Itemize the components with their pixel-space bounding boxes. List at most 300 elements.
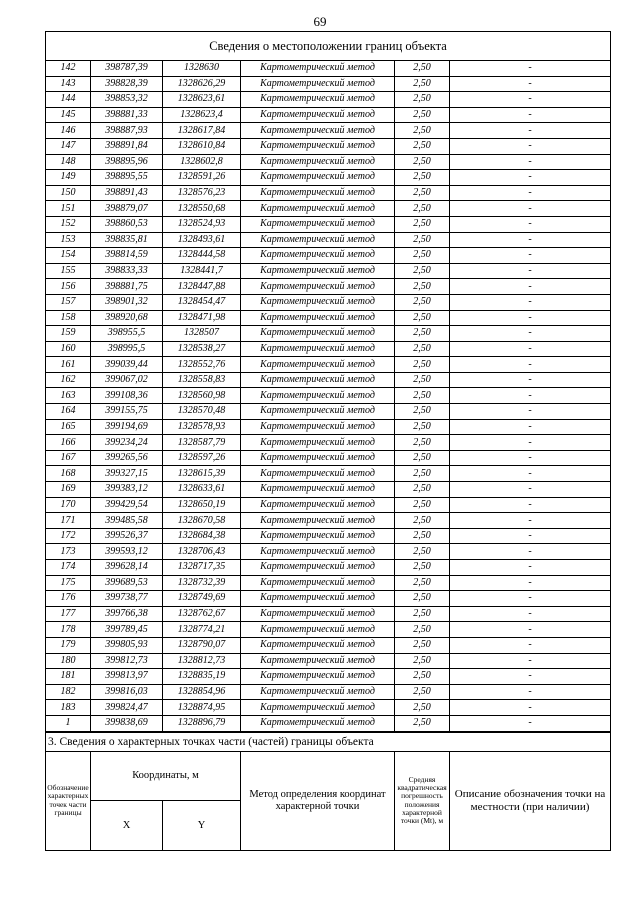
method-cell: Картометрический метод bbox=[241, 294, 395, 310]
point-number-cell: 163 bbox=[46, 388, 91, 404]
method-cell: Картометрический метод bbox=[241, 123, 395, 139]
method-cell: Картометрический метод bbox=[241, 357, 395, 373]
method-cell: Картометрический метод bbox=[241, 715, 395, 731]
coord-y-cell: 1328524,93 bbox=[163, 216, 241, 232]
coord-x-cell: 399766,38 bbox=[91, 606, 163, 622]
coord-y-cell: 1328447,88 bbox=[163, 279, 241, 295]
section3-title: 3. Сведения о характерных точках части (частей) границы объекта bbox=[46, 732, 611, 751]
description-cell: - bbox=[450, 637, 611, 653]
coord-x-cell: 399155,75 bbox=[91, 404, 163, 420]
table-row bbox=[46, 123, 611, 139]
point-number-cell: 151 bbox=[46, 201, 91, 217]
coord-x-cell: 398901,32 bbox=[91, 294, 163, 310]
coord-x-cell: 399485,58 bbox=[91, 513, 163, 529]
description-cell: - bbox=[450, 575, 611, 591]
coord-x-cell: 399526,37 bbox=[91, 528, 163, 544]
coord-y-cell: 1328454,47 bbox=[163, 294, 241, 310]
coord-y-cell: 1328812,73 bbox=[163, 653, 241, 669]
precision-cell: 2,50 bbox=[395, 435, 450, 451]
point-number-cell: 145 bbox=[46, 107, 91, 123]
point-number-cell: 169 bbox=[46, 482, 91, 498]
coord-x-cell: 399816,03 bbox=[91, 684, 163, 700]
coord-y-cell: 1328552,76 bbox=[163, 357, 241, 373]
precision-cell: 2,50 bbox=[395, 341, 450, 357]
description-cell: - bbox=[450, 107, 611, 123]
coord-y-cell: 1328617,84 bbox=[163, 123, 241, 139]
point-number-cell: 150 bbox=[46, 185, 91, 201]
description-cell: - bbox=[450, 61, 611, 77]
description-cell: - bbox=[450, 544, 611, 560]
table-row bbox=[46, 185, 611, 201]
coord-y-cell: 1328560,98 bbox=[163, 388, 241, 404]
table-row bbox=[46, 404, 611, 420]
precision-cell: 2,50 bbox=[395, 450, 450, 466]
coord-x-cell: 398881,75 bbox=[91, 279, 163, 295]
method-cell: Картометрический метод bbox=[241, 404, 395, 420]
method-cell: Картометрический метод bbox=[241, 201, 395, 217]
precision-cell: 2,50 bbox=[395, 326, 450, 342]
coord-y-cell: 1328835,19 bbox=[163, 669, 241, 685]
description-cell: - bbox=[450, 684, 611, 700]
coord-y-cell: 1328684,38 bbox=[163, 528, 241, 544]
point-number-cell: 183 bbox=[46, 700, 91, 716]
coord-y-cell: 1328706,43 bbox=[163, 544, 241, 560]
description-cell: - bbox=[450, 715, 611, 731]
coord-x-cell: 399327,15 bbox=[91, 466, 163, 482]
section3-title-row bbox=[46, 732, 611, 751]
method-cell: Картометрический метод bbox=[241, 138, 395, 154]
header-x: X bbox=[91, 801, 163, 851]
coord-y-cell: 1328493,61 bbox=[163, 232, 241, 248]
precision-cell: 2,50 bbox=[395, 279, 450, 295]
method-cell: Картометрический метод bbox=[241, 466, 395, 482]
method-cell: Картометрический метод bbox=[241, 606, 395, 622]
coord-x-cell: 399805,93 bbox=[91, 637, 163, 653]
precision-cell: 2,50 bbox=[395, 560, 450, 576]
precision-cell: 2,50 bbox=[395, 513, 450, 529]
point-number-cell: 144 bbox=[46, 92, 91, 108]
header-method: Метод определения координат характерной точки bbox=[241, 751, 395, 850]
coord-x-cell: 399265,56 bbox=[91, 450, 163, 466]
coord-x-cell: 398955,5 bbox=[91, 326, 163, 342]
point-number-cell: 177 bbox=[46, 606, 91, 622]
precision-cell: 2,50 bbox=[395, 575, 450, 591]
method-cell: Картометрический метод bbox=[241, 388, 395, 404]
method-cell: Картометрический метод bbox=[241, 575, 395, 591]
section3-header-row-1 bbox=[46, 751, 611, 801]
coord-x-cell: 398833,33 bbox=[91, 263, 163, 279]
coord-x-cell: 398835,81 bbox=[91, 232, 163, 248]
method-cell: Картометрический метод bbox=[241, 232, 395, 248]
precision-cell: 2,50 bbox=[395, 107, 450, 123]
precision-cell: 2,50 bbox=[395, 482, 450, 498]
coord-y-cell: 1328749,69 bbox=[163, 591, 241, 607]
coord-x-cell: 398881,33 bbox=[91, 107, 163, 123]
point-number-cell: 158 bbox=[46, 310, 91, 326]
method-cell: Картометрический метод bbox=[241, 653, 395, 669]
coord-x-cell: 398895,55 bbox=[91, 170, 163, 186]
table-row bbox=[46, 528, 611, 544]
precision-cell: 2,50 bbox=[395, 404, 450, 420]
table-row bbox=[46, 232, 611, 248]
table-row bbox=[46, 170, 611, 186]
table-row bbox=[46, 357, 611, 373]
description-cell: - bbox=[450, 419, 611, 435]
point-number-cell: 157 bbox=[46, 294, 91, 310]
precision-cell: 2,50 bbox=[395, 388, 450, 404]
point-number-cell: 174 bbox=[46, 560, 91, 576]
document-table-frame bbox=[45, 31, 610, 851]
table-row bbox=[46, 372, 611, 388]
precision-cell: 2,50 bbox=[395, 606, 450, 622]
point-number-cell: 142 bbox=[46, 61, 91, 77]
point-number-cell: 153 bbox=[46, 232, 91, 248]
coord-y-cell: 1328602,8 bbox=[163, 154, 241, 170]
coord-y-cell: 1328444,58 bbox=[163, 248, 241, 264]
coord-x-cell: 399593,12 bbox=[91, 544, 163, 560]
precision-cell: 2,50 bbox=[395, 92, 450, 108]
table-row bbox=[46, 435, 611, 451]
point-number-cell: 143 bbox=[46, 76, 91, 92]
header-description: Описание обозначения точки на местности (при наличии) bbox=[450, 751, 611, 850]
table-row bbox=[46, 637, 611, 653]
point-number-cell: 146 bbox=[46, 123, 91, 139]
coord-y-cell: 1328615,39 bbox=[163, 466, 241, 482]
method-cell: Картометрический метод bbox=[241, 450, 395, 466]
method-cell: Картометрический метод bbox=[241, 544, 395, 560]
precision-cell: 2,50 bbox=[395, 232, 450, 248]
description-cell: - bbox=[450, 248, 611, 264]
coord-y-cell: 1328507 bbox=[163, 326, 241, 342]
description-cell: - bbox=[450, 404, 611, 420]
coord-x-cell: 398879,07 bbox=[91, 201, 163, 217]
coord-x-cell: 398887,93 bbox=[91, 123, 163, 139]
table-row bbox=[46, 76, 611, 92]
point-number-cell: 170 bbox=[46, 497, 91, 513]
description-cell: - bbox=[450, 76, 611, 92]
description-cell: - bbox=[450, 123, 611, 139]
precision-cell: 2,50 bbox=[395, 201, 450, 217]
description-cell: - bbox=[450, 201, 611, 217]
boundary-table bbox=[45, 31, 611, 732]
precision-cell: 2,50 bbox=[395, 61, 450, 77]
method-cell: Картометрический метод bbox=[241, 419, 395, 435]
point-number-cell: 149 bbox=[46, 170, 91, 186]
precision-cell: 2,50 bbox=[395, 700, 450, 716]
method-cell: Картометрический метод bbox=[241, 372, 395, 388]
description-cell: - bbox=[450, 216, 611, 232]
coord-y-cell: 1328441,7 bbox=[163, 263, 241, 279]
coord-x-cell: 398853,32 bbox=[91, 92, 163, 108]
header-point-designation: Обозначение характерных точек части границы bbox=[46, 751, 91, 850]
description-cell: - bbox=[450, 450, 611, 466]
precision-cell: 2,50 bbox=[395, 154, 450, 170]
coord-x-cell: 399813,97 bbox=[91, 669, 163, 685]
description-cell: - bbox=[450, 513, 611, 529]
method-cell: Картометрический метод bbox=[241, 61, 395, 77]
description-cell: - bbox=[450, 372, 611, 388]
coord-y-cell: 1328610,84 bbox=[163, 138, 241, 154]
coord-x-cell: 399039,44 bbox=[91, 357, 163, 373]
coord-y-cell: 1328670,58 bbox=[163, 513, 241, 529]
coord-x-cell: 398787,39 bbox=[91, 61, 163, 77]
method-cell: Картометрический метод bbox=[241, 622, 395, 638]
coord-y-cell: 1328597,26 bbox=[163, 450, 241, 466]
table-row bbox=[46, 154, 611, 170]
precision-cell: 2,50 bbox=[395, 622, 450, 638]
precision-cell: 2,50 bbox=[395, 497, 450, 513]
table-row bbox=[46, 388, 611, 404]
table-row bbox=[46, 279, 611, 295]
coord-x-cell: 399383,12 bbox=[91, 482, 163, 498]
coord-y-cell: 1328578,93 bbox=[163, 419, 241, 435]
method-cell: Картометрический метод bbox=[241, 76, 395, 92]
table-title: Сведения о местоположении границ объекта bbox=[46, 32, 611, 61]
coord-y-cell: 1328630 bbox=[163, 61, 241, 77]
description-cell: - bbox=[450, 653, 611, 669]
table-row bbox=[46, 715, 611, 731]
point-number-cell: 165 bbox=[46, 419, 91, 435]
coord-y-cell: 1328896,79 bbox=[163, 715, 241, 731]
coord-y-cell: 1328576,23 bbox=[163, 185, 241, 201]
point-number-cell: 176 bbox=[46, 591, 91, 607]
table-row bbox=[46, 575, 611, 591]
point-number-cell: 171 bbox=[46, 513, 91, 529]
coord-x-cell: 398891,43 bbox=[91, 185, 163, 201]
method-cell: Картометрический метод bbox=[241, 513, 395, 529]
coord-y-cell: 1328623,4 bbox=[163, 107, 241, 123]
precision-cell: 2,50 bbox=[395, 185, 450, 201]
description-cell: - bbox=[450, 669, 611, 685]
coord-x-cell: 399108,36 bbox=[91, 388, 163, 404]
coord-x-cell: 398814,59 bbox=[91, 248, 163, 264]
coord-x-cell: 399812,73 bbox=[91, 653, 163, 669]
point-number-cell: 161 bbox=[46, 357, 91, 373]
point-number-cell: 178 bbox=[46, 622, 91, 638]
table-row bbox=[46, 294, 611, 310]
precision-cell: 2,50 bbox=[395, 76, 450, 92]
coord-x-cell: 399738,77 bbox=[91, 591, 163, 607]
point-number-cell: 152 bbox=[46, 216, 91, 232]
description-cell: - bbox=[450, 482, 611, 498]
point-number-cell: 159 bbox=[46, 326, 91, 342]
description-cell: - bbox=[450, 606, 611, 622]
precision-cell: 2,50 bbox=[395, 357, 450, 373]
table-row bbox=[46, 591, 611, 607]
table-row bbox=[46, 326, 611, 342]
coord-y-cell: 1328717,35 bbox=[163, 560, 241, 576]
coord-x-cell: 399789,45 bbox=[91, 622, 163, 638]
point-number-cell: 156 bbox=[46, 279, 91, 295]
coord-x-cell: 398891,84 bbox=[91, 138, 163, 154]
description-cell: - bbox=[450, 591, 611, 607]
precision-cell: 2,50 bbox=[395, 216, 450, 232]
precision-cell: 2,50 bbox=[395, 263, 450, 279]
precision-cell: 2,50 bbox=[395, 653, 450, 669]
point-number-cell: 173 bbox=[46, 544, 91, 560]
table-row bbox=[46, 497, 611, 513]
method-cell: Картометрический метод bbox=[241, 216, 395, 232]
point-number-cell: 1 bbox=[46, 715, 91, 731]
precision-cell: 2,50 bbox=[395, 310, 450, 326]
description-cell: - bbox=[450, 92, 611, 108]
coord-y-cell: 1328626,29 bbox=[163, 76, 241, 92]
coord-y-cell: 1328854,96 bbox=[163, 684, 241, 700]
coord-y-cell: 1328874,95 bbox=[163, 700, 241, 716]
coord-y-cell: 1328790,07 bbox=[163, 637, 241, 653]
coord-x-cell: 399628,14 bbox=[91, 560, 163, 576]
precision-cell: 2,50 bbox=[395, 591, 450, 607]
point-number-cell: 167 bbox=[46, 450, 91, 466]
method-cell: Картометрический метод bbox=[241, 310, 395, 326]
table-row bbox=[46, 622, 611, 638]
table-row bbox=[46, 201, 611, 217]
method-cell: Картометрический метод bbox=[241, 341, 395, 357]
precision-cell: 2,50 bbox=[395, 419, 450, 435]
method-cell: Картометрический метод bbox=[241, 326, 395, 342]
precision-cell: 2,50 bbox=[395, 294, 450, 310]
precision-cell: 2,50 bbox=[395, 528, 450, 544]
coord-x-cell: 398860,53 bbox=[91, 216, 163, 232]
table-row bbox=[46, 450, 611, 466]
description-cell: - bbox=[450, 700, 611, 716]
point-number-cell: 180 bbox=[46, 653, 91, 669]
method-cell: Картометрический метод bbox=[241, 669, 395, 685]
coord-x-cell: 398995,5 bbox=[91, 341, 163, 357]
description-cell: - bbox=[450, 154, 611, 170]
description-cell: - bbox=[450, 170, 611, 186]
method-cell: Картометрический метод bbox=[241, 435, 395, 451]
method-cell: Картометрический метод bbox=[241, 497, 395, 513]
point-number-cell: 154 bbox=[46, 248, 91, 264]
point-number-cell: 179 bbox=[46, 637, 91, 653]
method-cell: Картометрический метод bbox=[241, 107, 395, 123]
point-number-cell: 166 bbox=[46, 435, 91, 451]
table-row bbox=[46, 669, 611, 685]
method-cell: Картометрический метод bbox=[241, 170, 395, 186]
coord-y-cell: 1328762,67 bbox=[163, 606, 241, 622]
coord-x-cell: 399067,02 bbox=[91, 372, 163, 388]
coord-y-cell: 1328650,19 bbox=[163, 497, 241, 513]
point-number-cell: 172 bbox=[46, 528, 91, 544]
table-row bbox=[46, 544, 611, 560]
description-cell: - bbox=[450, 310, 611, 326]
precision-cell: 2,50 bbox=[395, 170, 450, 186]
table-row bbox=[46, 419, 611, 435]
coord-x-cell: 398828,39 bbox=[91, 76, 163, 92]
description-cell: - bbox=[450, 466, 611, 482]
description-cell: - bbox=[450, 435, 611, 451]
table-row bbox=[46, 107, 611, 123]
point-number-cell: 168 bbox=[46, 466, 91, 482]
precision-cell: 2,50 bbox=[395, 715, 450, 731]
method-cell: Картометрический метод bbox=[241, 248, 395, 264]
method-cell: Картометрический метод bbox=[241, 185, 395, 201]
precision-cell: 2,50 bbox=[395, 248, 450, 264]
table-row bbox=[46, 482, 611, 498]
coord-x-cell: 399194,69 bbox=[91, 419, 163, 435]
section3-table bbox=[45, 732, 611, 851]
header-y: Y bbox=[163, 801, 241, 851]
description-cell: - bbox=[450, 263, 611, 279]
coord-x-cell: 399838,69 bbox=[91, 715, 163, 731]
table-row bbox=[46, 138, 611, 154]
precision-cell: 2,50 bbox=[395, 138, 450, 154]
table-row bbox=[46, 310, 611, 326]
description-cell: - bbox=[450, 341, 611, 357]
coord-x-cell: 399689,53 bbox=[91, 575, 163, 591]
description-cell: - bbox=[450, 279, 611, 295]
point-number-cell: 148 bbox=[46, 154, 91, 170]
coord-y-cell: 1328623,61 bbox=[163, 92, 241, 108]
table-title-row bbox=[46, 32, 611, 61]
coord-y-cell: 1328732,39 bbox=[163, 575, 241, 591]
precision-cell: 2,50 bbox=[395, 637, 450, 653]
precision-cell: 2,50 bbox=[395, 466, 450, 482]
description-cell: - bbox=[450, 138, 611, 154]
description-cell: - bbox=[450, 388, 611, 404]
method-cell: Картометрический метод bbox=[241, 528, 395, 544]
coord-y-cell: 1328558,83 bbox=[163, 372, 241, 388]
table-row bbox=[46, 560, 611, 576]
method-cell: Картометрический метод bbox=[241, 92, 395, 108]
coord-y-cell: 1328591,26 bbox=[163, 170, 241, 186]
description-cell: - bbox=[450, 528, 611, 544]
method-cell: Картометрический метод bbox=[241, 263, 395, 279]
table-row bbox=[46, 466, 611, 482]
coord-x-cell: 398895,96 bbox=[91, 154, 163, 170]
method-cell: Картометрический метод bbox=[241, 591, 395, 607]
coord-y-cell: 1328570,48 bbox=[163, 404, 241, 420]
precision-cell: 2,50 bbox=[395, 684, 450, 700]
point-number-cell: 181 bbox=[46, 669, 91, 685]
table-row bbox=[46, 653, 611, 669]
table-row bbox=[46, 92, 611, 108]
point-number-cell: 175 bbox=[46, 575, 91, 591]
coord-y-cell: 1328774,21 bbox=[163, 622, 241, 638]
method-cell: Картометрический метод bbox=[241, 279, 395, 295]
point-number-cell: 182 bbox=[46, 684, 91, 700]
table-row bbox=[46, 263, 611, 279]
table-row bbox=[46, 606, 611, 622]
point-number-cell: 147 bbox=[46, 138, 91, 154]
table-row bbox=[46, 248, 611, 264]
page-number: 69 bbox=[313, 14, 327, 29]
coord-y-cell: 1328471,98 bbox=[163, 310, 241, 326]
point-number-cell: 160 bbox=[46, 341, 91, 357]
table-row bbox=[46, 684, 611, 700]
coord-x-cell: 399234,24 bbox=[91, 435, 163, 451]
table-row bbox=[46, 341, 611, 357]
method-cell: Картометрический метод bbox=[241, 154, 395, 170]
method-cell: Картометрический метод bbox=[241, 482, 395, 498]
precision-cell: 2,50 bbox=[395, 372, 450, 388]
header-coordinates: Координаты, м bbox=[91, 751, 241, 801]
description-cell: - bbox=[450, 294, 611, 310]
coord-y-cell: 1328538,27 bbox=[163, 341, 241, 357]
coord-x-cell: 399429,54 bbox=[91, 497, 163, 513]
precision-cell: 2,50 bbox=[395, 669, 450, 685]
description-cell: - bbox=[450, 357, 611, 373]
method-cell: Картометрический метод bbox=[241, 560, 395, 576]
table-row bbox=[46, 61, 611, 77]
coord-y-cell: 1328587,79 bbox=[163, 435, 241, 451]
table-row bbox=[46, 513, 611, 529]
coord-y-cell: 1328550,68 bbox=[163, 201, 241, 217]
description-cell: - bbox=[450, 622, 611, 638]
description-cell: - bbox=[450, 560, 611, 576]
point-number-cell: 162 bbox=[46, 372, 91, 388]
